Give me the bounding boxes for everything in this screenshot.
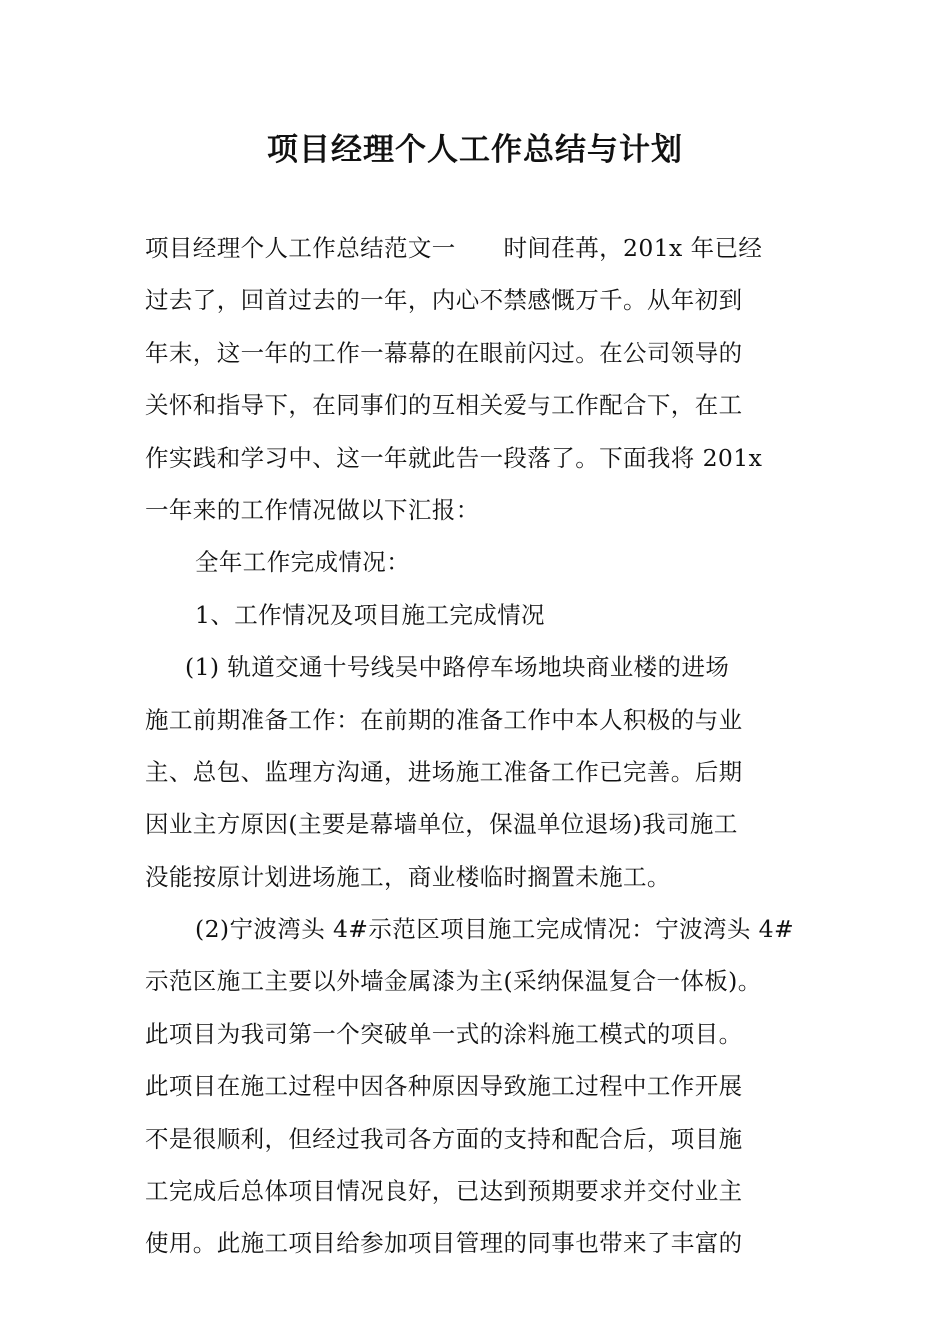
paragraph-line: 工完成后总体项目情况良好，已达到预期要求并交付业主 [145,1177,743,1206]
document-title: 项目经理个人工作总结与计划 [267,132,683,168]
paragraph-line: (2)宁波湾头 4#示范区项目施工完成情况：宁波湾头 4# [195,915,795,944]
subsection-heading: 1、工作情况及项目施工完成情况 [195,600,545,629]
paragraph-line: 一年来的工作情况做以下汇报： [145,495,480,524]
paragraph-line: 主、总包、监理方沟通，进场施工准备工作已完善。后期 [145,757,743,786]
paragraph-line: 施工前期准备工作：在前期的准备工作中本人积极的与业 [145,705,743,734]
section-heading: 全年工作完成情况： [195,548,411,577]
paragraph-line: 作实践和学习中、这一年就此告一段落了。下面我将 201x [145,443,763,472]
paragraph-line: 关怀和指导下，在同事们的互相关爱与工作配合下，在工 [145,391,743,420]
paragraph-line: 项目经理个人工作总结范文一 时间荏苒，201x 年已经 [145,234,763,262]
paragraph-line: 不是很顺利，但经过我司各方面的支持和配合后，项目施 [145,1124,743,1153]
paragraph-line: 此项目为我司第一个突破单一式的涂料施工模式的项目。 [145,1019,743,1048]
document-body [145,222,825,1270]
paragraph-line: (1) 轨道交通十号线吴中路停车场地块商业楼的进场 [185,653,730,682]
paragraph-line: 没能按原计划进场施工，商业楼临时搁置未施工。 [145,862,671,891]
paragraph-line: 因业主方原因(主要是幕墙单位，保温单位退场)我司施工 [145,810,738,839]
paragraph-line: 示范区施工主要以外墙金属漆为主(采纳保温复合一体板)。 [145,967,762,996]
paragraph-line: 使用。此施工项目给参加项目管理的同事也带来了丰富的 [145,1229,743,1258]
paragraph-line: 过去了，回首过去的一年，内心不禁感慨万千。从年初到 [145,286,743,315]
paragraph-line: 年末，这一年的工作一幕幕的在眼前闪过。在公司领导的 [145,338,743,367]
paragraph-line: 此项目在施工过程中因各种原因导致施工过程中工作开展 [145,1072,743,1101]
